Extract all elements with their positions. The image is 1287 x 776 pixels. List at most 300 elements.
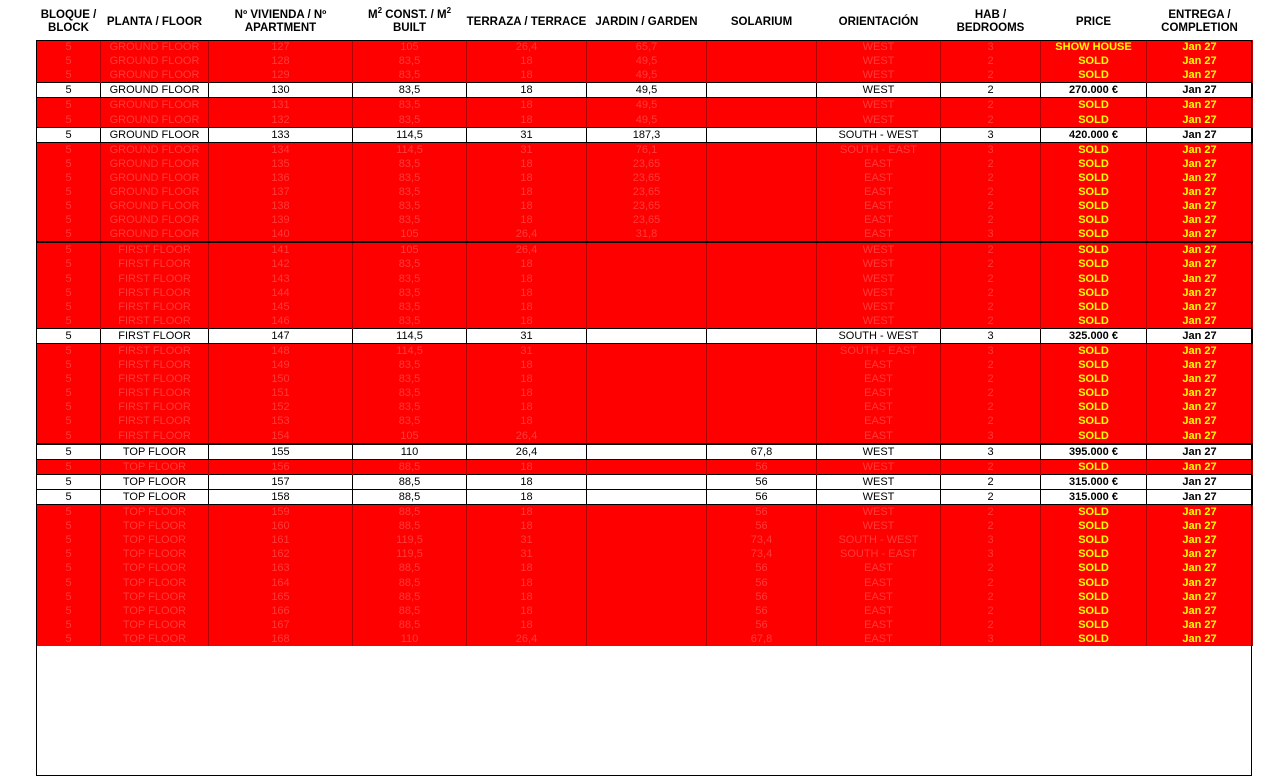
cell-bedrooms[interactable]: 2 (941, 561, 1041, 575)
table-row[interactable] (37, 618, 1253, 632)
cell-completion[interactable]: Jan 27 (1147, 533, 1253, 547)
cell-orientation[interactable]: WEST (817, 257, 941, 271)
table-row[interactable] (37, 459, 1253, 474)
cell-bedrooms[interactable]: 2 (941, 83, 1041, 98)
cell-terrace[interactable]: 18 (467, 272, 587, 286)
table-row[interactable] (37, 519, 1253, 533)
cell-garden[interactable] (587, 272, 707, 286)
cell-block[interactable]: 5 (37, 400, 101, 414)
cell-orientation[interactable]: EAST (817, 227, 941, 242)
cell-bedrooms[interactable]: 3 (941, 632, 1041, 646)
cell-block[interactable]: 5 (37, 618, 101, 632)
table-row[interactable] (37, 213, 1253, 227)
cell-garden[interactable] (587, 372, 707, 386)
cell-solarium[interactable] (707, 372, 817, 386)
cell-solarium[interactable] (707, 68, 817, 83)
cell-solarium[interactable] (707, 199, 817, 213)
cell-completion[interactable]: Jan 27 (1147, 242, 1253, 257)
cell-bedrooms[interactable]: 2 (941, 474, 1041, 489)
cell-orientation[interactable]: WEST (817, 272, 941, 286)
cell-built[interactable]: 114,5 (353, 127, 467, 142)
cell-price[interactable]: SOLD (1041, 386, 1147, 400)
cell-price[interactable]: SOLD (1041, 142, 1147, 157)
cell-floor[interactable]: GROUND FLOOR (101, 68, 209, 83)
cell-block[interactable]: 5 (37, 474, 101, 489)
cell-price[interactable]: SOLD (1041, 185, 1147, 199)
cell-built[interactable]: 83,5 (353, 272, 467, 286)
cell-orientation[interactable]: WEST (817, 505, 941, 520)
cell-orientation[interactable]: WEST (817, 444, 941, 460)
cell-garden[interactable] (587, 343, 707, 358)
cell-built[interactable]: 83,5 (353, 83, 467, 98)
cell-block[interactable]: 5 (37, 142, 101, 157)
table-row[interactable] (37, 575, 1253, 589)
cell-solarium[interactable]: 56 (707, 505, 817, 520)
cell-floor[interactable]: GROUND FLOOR (101, 98, 209, 113)
cell-completion[interactable]: Jan 27 (1147, 372, 1253, 386)
cell-built[interactable]: 83,5 (353, 372, 467, 386)
cell-floor[interactable]: FIRST FLOOR (101, 400, 209, 414)
table-row[interactable] (37, 157, 1253, 171)
cell-orientation[interactable]: EAST (817, 604, 941, 618)
cell-terrace[interactable]: 18 (467, 213, 587, 227)
cell-terrace[interactable]: 26,4 (467, 632, 587, 646)
cell-completion[interactable]: Jan 27 (1147, 83, 1253, 98)
cell-terrace[interactable]: 18 (467, 474, 587, 489)
cell-block[interactable]: 5 (37, 533, 101, 547)
cell-built[interactable]: 105 (353, 429, 467, 444)
cell-orientation[interactable]: WEST (817, 54, 941, 68)
cell-floor[interactable]: TOP FLOOR (101, 561, 209, 575)
table-row[interactable] (37, 505, 1253, 520)
cell-built[interactable]: 88,5 (353, 590, 467, 604)
cell-block[interactable]: 5 (37, 127, 101, 142)
cell-orientation[interactable]: WEST (817, 314, 941, 329)
cell-floor[interactable]: TOP FLOOR (101, 547, 209, 561)
cell-solarium[interactable] (707, 300, 817, 314)
cell-block[interactable]: 5 (37, 157, 101, 171)
cell-solarium[interactable] (707, 213, 817, 227)
cell-price[interactable]: SOLD (1041, 286, 1147, 300)
cell-built[interactable]: 83,5 (353, 185, 467, 199)
table-row[interactable] (37, 400, 1253, 414)
cell-terrace[interactable]: 18 (467, 386, 587, 400)
cell-completion[interactable]: Jan 27 (1147, 257, 1253, 271)
cell-block[interactable]: 5 (37, 632, 101, 646)
table-row[interactable] (37, 343, 1253, 358)
cell-completion[interactable]: Jan 27 (1147, 414, 1253, 428)
cell-orientation[interactable]: EAST (817, 632, 941, 646)
table-row[interactable] (37, 604, 1253, 618)
cell-apartment[interactable]: 129 (209, 68, 353, 83)
cell-garden[interactable] (587, 358, 707, 372)
header-built[interactable] (353, 4, 467, 40)
cell-block[interactable]: 5 (37, 519, 101, 533)
cell-bedrooms[interactable]: 2 (941, 618, 1041, 632)
cell-solarium[interactable]: 56 (707, 618, 817, 632)
cell-apartment[interactable]: 161 (209, 533, 353, 547)
cell-bedrooms[interactable]: 3 (941, 444, 1041, 460)
cell-garden[interactable] (587, 414, 707, 428)
cell-terrace[interactable]: 18 (467, 112, 587, 127)
cell-apartment[interactable]: 144 (209, 286, 353, 300)
cell-floor[interactable]: TOP FLOOR (101, 533, 209, 547)
cell-completion[interactable]: Jan 27 (1147, 213, 1253, 227)
cell-price[interactable]: SOLD (1041, 98, 1147, 113)
cell-garden[interactable]: 187,3 (587, 127, 707, 142)
cell-completion[interactable]: Jan 27 (1147, 142, 1253, 157)
cell-terrace[interactable]: 18 (467, 185, 587, 199)
cell-price[interactable]: 315.000 € (1041, 489, 1147, 504)
cell-built[interactable]: 119,5 (353, 547, 467, 561)
cell-apartment[interactable]: 150 (209, 372, 353, 386)
cell-apartment[interactable]: 130 (209, 83, 353, 98)
cell-apartment[interactable]: 155 (209, 444, 353, 460)
cell-completion[interactable]: Jan 27 (1147, 590, 1253, 604)
cell-floor[interactable]: FIRST FLOOR (101, 272, 209, 286)
cell-orientation[interactable]: WEST (817, 300, 941, 314)
cell-completion[interactable]: Jan 27 (1147, 157, 1253, 171)
cell-orientation[interactable]: WEST (817, 489, 941, 504)
cell-block[interactable]: 5 (37, 429, 101, 444)
cell-price[interactable]: SOLD (1041, 242, 1147, 257)
cell-solarium[interactable] (707, 343, 817, 358)
cell-block[interactable]: 5 (37, 343, 101, 358)
table-row[interactable] (37, 300, 1253, 314)
cell-apartment[interactable]: 134 (209, 142, 353, 157)
cell-floor[interactable]: FIRST FLOOR (101, 372, 209, 386)
cell-apartment[interactable]: 149 (209, 358, 353, 372)
table-row[interactable] (37, 83, 1253, 98)
cell-garden[interactable] (587, 429, 707, 444)
cell-orientation[interactable]: SOUTH - WEST (817, 328, 941, 343)
table-row[interactable] (37, 112, 1253, 127)
cell-terrace[interactable]: 18 (467, 83, 587, 98)
cell-built[interactable]: 105 (353, 242, 467, 257)
table-row[interactable] (37, 414, 1253, 428)
cell-solarium[interactable] (707, 54, 817, 68)
table-row[interactable] (37, 98, 1253, 113)
cell-price[interactable]: SOLD (1041, 575, 1147, 589)
header-completion[interactable]: ENTREGA / COMPLETION (1161, 9, 1238, 34)
cell-completion[interactable]: Jan 27 (1147, 632, 1253, 646)
cell-bedrooms[interactable]: 2 (941, 213, 1041, 227)
cell-completion[interactable]: Jan 27 (1147, 386, 1253, 400)
cell-built[interactable]: 83,5 (353, 98, 467, 113)
cell-orientation[interactable]: EAST (817, 561, 941, 575)
cell-block[interactable]: 5 (37, 40, 101, 54)
cell-bedrooms[interactable]: 2 (941, 358, 1041, 372)
cell-solarium[interactable] (707, 358, 817, 372)
cell-garden[interactable] (587, 618, 707, 632)
cell-terrace[interactable]: 31 (467, 533, 587, 547)
cell-garden[interactable]: 65,7 (587, 40, 707, 54)
cell-built[interactable]: 83,5 (353, 358, 467, 372)
cell-floor[interactable]: FIRST FLOOR (101, 358, 209, 372)
cell-floor[interactable]: GROUND FLOOR (101, 199, 209, 213)
cell-completion[interactable]: Jan 27 (1147, 68, 1253, 83)
cell-terrace[interactable]: 26,4 (467, 429, 587, 444)
cell-built[interactable]: 88,5 (353, 474, 467, 489)
table-row[interactable] (37, 68, 1253, 83)
cell-block[interactable]: 5 (37, 54, 101, 68)
cell-price[interactable]: SOLD (1041, 561, 1147, 575)
cell-floor[interactable]: FIRST FLOOR (101, 314, 209, 329)
cell-bedrooms[interactable]: 3 (941, 127, 1041, 142)
cell-bedrooms[interactable]: 2 (941, 372, 1041, 386)
cell-solarium[interactable] (707, 314, 817, 329)
cell-apartment[interactable]: 132 (209, 112, 353, 127)
cell-floor[interactable]: TOP FLOOR (101, 604, 209, 618)
cell-solarium[interactable]: 56 (707, 489, 817, 504)
cell-price[interactable]: SOLD (1041, 533, 1147, 547)
cell-completion[interactable]: Jan 27 (1147, 272, 1253, 286)
cell-solarium[interactable] (707, 185, 817, 199)
cell-block[interactable]: 5 (37, 314, 101, 329)
cell-built[interactable]: 88,5 (353, 604, 467, 618)
table-row[interactable] (37, 547, 1253, 561)
cell-completion[interactable]: Jan 27 (1147, 40, 1253, 54)
cell-solarium[interactable] (707, 386, 817, 400)
cell-solarium[interactable] (707, 429, 817, 444)
cell-bedrooms[interactable]: 2 (941, 604, 1041, 618)
cell-terrace[interactable]: 18 (467, 54, 587, 68)
cell-bedrooms[interactable]: 2 (941, 400, 1041, 414)
cell-solarium[interactable] (707, 286, 817, 300)
table-row[interactable] (37, 429, 1253, 444)
header-floor[interactable]: PLANTA / FLOOR (106, 15, 203, 28)
cell-solarium[interactable] (707, 272, 817, 286)
cell-block[interactable]: 5 (37, 547, 101, 561)
cell-floor[interactable]: FIRST FLOOR (101, 328, 209, 343)
cell-solarium[interactable]: 67,8 (707, 444, 817, 460)
table-row[interactable] (37, 561, 1253, 575)
cell-floor[interactable]: GROUND FLOOR (101, 83, 209, 98)
cell-floor[interactable]: FIRST FLOOR (101, 257, 209, 271)
cell-terrace[interactable]: 18 (467, 358, 587, 372)
cell-completion[interactable]: Jan 27 (1147, 547, 1253, 561)
cell-garden[interactable] (587, 489, 707, 504)
cell-price[interactable]: SOLD (1041, 372, 1147, 386)
cell-garden[interactable]: 76,1 (587, 142, 707, 157)
cell-solarium[interactable]: 56 (707, 459, 817, 474)
cell-solarium[interactable]: 56 (707, 590, 817, 604)
cell-garden[interactable] (587, 314, 707, 329)
cell-solarium[interactable]: 67,8 (707, 632, 817, 646)
cell-bedrooms[interactable]: 2 (941, 575, 1041, 589)
cell-apartment[interactable]: 127 (209, 40, 353, 54)
cell-apartment[interactable]: 167 (209, 618, 353, 632)
cell-bedrooms[interactable]: 2 (941, 272, 1041, 286)
cell-orientation[interactable]: SOUTH - EAST (817, 547, 941, 561)
cell-completion[interactable]: Jan 27 (1147, 604, 1253, 618)
cell-price[interactable]: SOLD (1041, 547, 1147, 561)
cell-terrace[interactable]: 18 (467, 519, 587, 533)
cell-price[interactable]: SOLD (1041, 590, 1147, 604)
cell-completion[interactable]: Jan 27 (1147, 127, 1253, 142)
cell-solarium[interactable]: 56 (707, 575, 817, 589)
cell-price[interactable]: SOLD (1041, 257, 1147, 271)
cell-built[interactable]: 83,5 (353, 68, 467, 83)
cell-block[interactable]: 5 (37, 590, 101, 604)
cell-terrace[interactable]: 18 (467, 459, 587, 474)
cell-floor[interactable]: FIRST FLOOR (101, 242, 209, 257)
cell-garden[interactable] (587, 561, 707, 575)
cell-built[interactable]: 119,5 (353, 533, 467, 547)
cell-completion[interactable]: Jan 27 (1147, 474, 1253, 489)
cell-garden[interactable]: 23,65 (587, 171, 707, 185)
cell-floor[interactable]: TOP FLOOR (101, 519, 209, 533)
table-row[interactable] (37, 372, 1253, 386)
cell-orientation[interactable]: WEST (817, 286, 941, 300)
cell-built[interactable]: 83,5 (353, 112, 467, 127)
cell-block[interactable]: 5 (37, 112, 101, 127)
cell-apartment[interactable]: 140 (209, 227, 353, 242)
cell-garden[interactable]: 23,65 (587, 213, 707, 227)
cell-orientation[interactable]: EAST (817, 400, 941, 414)
cell-block[interactable]: 5 (37, 171, 101, 185)
cell-bedrooms[interactable]: 2 (941, 68, 1041, 83)
cell-price[interactable]: SHOW HOUSE (1041, 40, 1147, 54)
cell-block[interactable]: 5 (37, 257, 101, 271)
cell-bedrooms[interactable]: 3 (941, 328, 1041, 343)
cell-garden[interactable] (587, 286, 707, 300)
cell-block[interactable]: 5 (37, 213, 101, 227)
cell-orientation[interactable]: WEST (817, 459, 941, 474)
table-row[interactable] (37, 489, 1253, 504)
header-bedrooms[interactable]: HAB / BEDROOMS (956, 9, 1025, 34)
cell-solarium[interactable]: 56 (707, 474, 817, 489)
cell-terrace[interactable]: 31 (467, 127, 587, 142)
cell-bedrooms[interactable]: 2 (941, 98, 1041, 113)
cell-built[interactable]: 83,5 (353, 314, 467, 329)
cell-terrace[interactable]: 18 (467, 199, 587, 213)
cell-terrace[interactable]: 18 (467, 414, 587, 428)
cell-floor[interactable]: TOP FLOOR (101, 444, 209, 460)
cell-orientation[interactable]: SOUTH - WEST (817, 127, 941, 142)
cell-apartment[interactable]: 142 (209, 257, 353, 271)
header-apartment[interactable]: Nº VIVIENDA / Nº APARTMENT (234, 9, 327, 34)
cell-bedrooms[interactable]: 2 (941, 505, 1041, 520)
cell-orientation[interactable]: EAST (817, 429, 941, 444)
cell-price[interactable]: SOLD (1041, 505, 1147, 520)
cell-block[interactable]: 5 (37, 185, 101, 199)
cell-garden[interactable] (587, 300, 707, 314)
table-row[interactable] (37, 272, 1253, 286)
cell-orientation[interactable]: SOUTH - EAST (817, 142, 941, 157)
cell-terrace[interactable]: 18 (467, 98, 587, 113)
cell-block[interactable]: 5 (37, 272, 101, 286)
cell-bedrooms[interactable]: 2 (941, 459, 1041, 474)
cell-apartment[interactable]: 136 (209, 171, 353, 185)
cell-terrace[interactable]: 18 (467, 561, 587, 575)
cell-built[interactable]: 83,5 (353, 414, 467, 428)
cell-apartment[interactable]: 135 (209, 157, 353, 171)
cell-price[interactable]: SOLD (1041, 227, 1147, 242)
cell-terrace[interactable]: 18 (467, 286, 587, 300)
header-block[interactable]: BLOQUE / BLOCK (40, 9, 97, 34)
cell-floor[interactable]: GROUND FLOOR (101, 157, 209, 171)
cell-apartment[interactable]: 154 (209, 429, 353, 444)
cell-garden[interactable]: 49,5 (587, 98, 707, 113)
cell-apartment[interactable]: 146 (209, 314, 353, 329)
cell-floor[interactable]: GROUND FLOOR (101, 112, 209, 127)
cell-price[interactable]: SOLD (1041, 171, 1147, 185)
cell-bedrooms[interactable]: 3 (941, 429, 1041, 444)
cell-block[interactable]: 5 (37, 68, 101, 83)
cell-orientation[interactable]: EAST (817, 185, 941, 199)
table-row[interactable] (37, 54, 1253, 68)
cell-garden[interactable] (587, 386, 707, 400)
cell-built[interactable]: 83,5 (353, 157, 467, 171)
cell-completion[interactable]: Jan 27 (1147, 54, 1253, 68)
cell-completion[interactable]: Jan 27 (1147, 328, 1253, 343)
cell-apartment[interactable]: 137 (209, 185, 353, 199)
cell-garden[interactable] (587, 632, 707, 646)
cell-block[interactable]: 5 (37, 199, 101, 213)
table-row[interactable] (37, 632, 1253, 646)
cell-bedrooms[interactable]: 2 (941, 112, 1041, 127)
header-garden[interactable]: JARDIN / GARDEN (595, 15, 698, 28)
cell-floor[interactable]: FIRST FLOOR (101, 429, 209, 444)
cell-completion[interactable]: Jan 27 (1147, 505, 1253, 520)
cell-orientation[interactable]: WEST (817, 40, 941, 54)
cell-apartment[interactable]: 145 (209, 300, 353, 314)
cell-garden[interactable] (587, 505, 707, 520)
cell-floor[interactable]: TOP FLOOR (101, 632, 209, 646)
cell-built[interactable]: 88,5 (353, 505, 467, 520)
cell-apartment[interactable]: 166 (209, 604, 353, 618)
cell-solarium[interactable] (707, 83, 817, 98)
cell-floor[interactable]: FIRST FLOOR (101, 414, 209, 428)
cell-completion[interactable]: Jan 27 (1147, 171, 1253, 185)
cell-apartment[interactable]: 162 (209, 547, 353, 561)
cell-built[interactable]: 83,5 (353, 386, 467, 400)
cell-bedrooms[interactable]: 2 (941, 386, 1041, 400)
cell-solarium[interactable] (707, 127, 817, 142)
cell-floor[interactable]: TOP FLOOR (101, 590, 209, 604)
cell-floor[interactable]: TOP FLOOR (101, 489, 209, 504)
cell-completion[interactable]: Jan 27 (1147, 98, 1253, 113)
cell-orientation[interactable]: WEST (817, 474, 941, 489)
table-row[interactable] (37, 257, 1253, 271)
cell-bedrooms[interactable]: 2 (941, 171, 1041, 185)
cell-terrace[interactable]: 26,4 (467, 40, 587, 54)
cell-orientation[interactable]: EAST (817, 171, 941, 185)
cell-solarium[interactable] (707, 328, 817, 343)
cell-bedrooms[interactable]: 3 (941, 533, 1041, 547)
cell-apartment[interactable]: 168 (209, 632, 353, 646)
cell-bedrooms[interactable]: 3 (941, 40, 1041, 54)
cell-solarium[interactable] (707, 40, 817, 54)
cell-bedrooms[interactable]: 3 (941, 547, 1041, 561)
cell-solarium[interactable] (707, 171, 817, 185)
cell-terrace[interactable]: 18 (467, 157, 587, 171)
cell-apartment[interactable]: 159 (209, 505, 353, 520)
cell-orientation[interactable]: EAST (817, 386, 941, 400)
cell-apartment[interactable]: 156 (209, 459, 353, 474)
header-solarium[interactable]: SOLARIUM (730, 15, 793, 28)
cell-block[interactable]: 5 (37, 98, 101, 113)
cell-terrace[interactable]: 18 (467, 505, 587, 520)
table-row[interactable] (37, 444, 1253, 460)
cell-block[interactable]: 5 (37, 604, 101, 618)
table-row[interactable] (37, 314, 1253, 329)
cell-block[interactable]: 5 (37, 414, 101, 428)
cell-price[interactable]: 420.000 € (1041, 127, 1147, 142)
cell-completion[interactable]: Jan 27 (1147, 286, 1253, 300)
cell-garden[interactable] (587, 575, 707, 589)
